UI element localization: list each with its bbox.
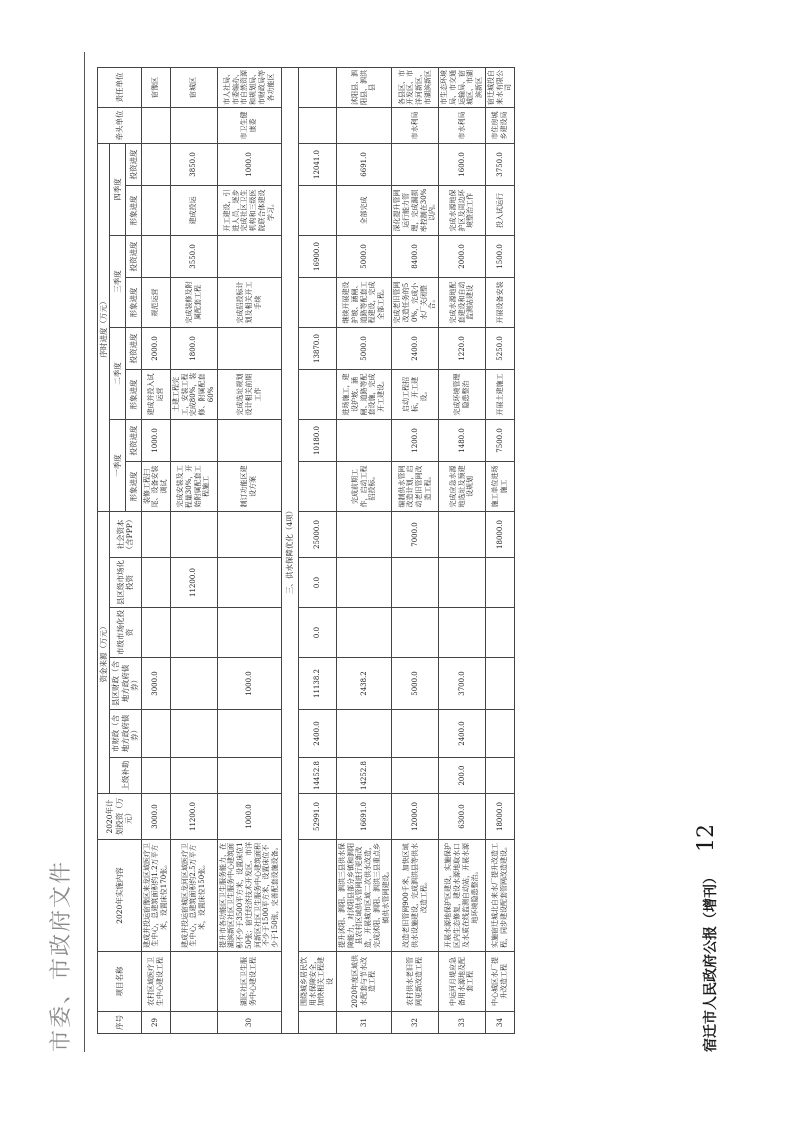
cell-f6 [170, 511, 217, 557]
cell-q1-img [298, 461, 336, 511]
cell-q4-img: 深化提升管网运行能力管理，完成漏损率控制在30%以内。 [392, 185, 439, 235]
cell-q4-inv: 1000.0 [217, 143, 281, 185]
cell-content: 改造老旧管网900千米，加快区域供水设施建设，完成泗洪县等供水改造工程。 [392, 840, 439, 952]
table-row [217, 67, 281, 1033]
cell-f5 [439, 558, 486, 608]
cell-q1-inv [217, 419, 281, 461]
cell-f4 [336, 608, 392, 658]
cell-content: 建成并投运宿城区龙河区域医疗卫生中心，总建筑面积约2.5万平方米，设置床位150张。 [170, 840, 217, 952]
cell-q3-inv: 8400.0 [392, 235, 439, 277]
cell-f2 [392, 710, 439, 758]
table-row [439, 67, 486, 1033]
cell-q2-inv [217, 327, 281, 369]
col-q1-inv: 投资进度 [125, 419, 141, 461]
cell-q3-inv: 5000.0 [336, 235, 392, 277]
cell-q4-inv: 6691.0 [336, 143, 392, 185]
cell-name: 中运河月堤应急备用水源地及配套工程 [439, 952, 486, 1012]
cell-q1-img: 完成应急水源地选址及预建设规划 [439, 461, 486, 511]
cell-f4 [141, 608, 170, 658]
cell-q2-img: 开展土建施工 [485, 369, 514, 419]
cell-q2-inv: 1220.0 [439, 327, 486, 369]
cell-q4-img: 开工建设，引进人员，逐步完成社区卫生机构和三级医院联合体建设学习。 [217, 185, 281, 235]
cell-q2-img: 进场施工，建设护坡、涵闸、道路等配套设施，完成开工建设。 [336, 369, 392, 419]
cell-total: 11200.0 [170, 794, 217, 840]
cell-q3-inv [217, 235, 281, 277]
col-q2: 二季度 [110, 327, 126, 419]
cell-total: 12000.0 [392, 794, 439, 840]
section-row [281, 67, 298, 1033]
cell-seq: 29 [141, 1012, 170, 1034]
cell-resp: 市生态环境局、市交通运输局、宿城区、市湖滨新区 [439, 67, 486, 107]
cell-resp: 宿迁城投自来水有限公司 [485, 67, 514, 107]
cell-content: 实施宿迁城北自来水厂提升改造工程，同步建设配套管网改造建设。 [485, 840, 514, 952]
col-q4-img: 形象进度 [125, 185, 141, 235]
cell-f4 [170, 608, 217, 658]
cell-f4 [217, 608, 281, 658]
cell-q2-inv: 13870.0 [298, 327, 336, 369]
cell-q4-img [298, 185, 336, 235]
page-number: 12 [694, 824, 719, 852]
cell-f3 [485, 658, 514, 710]
cell-f6 [217, 511, 281, 557]
cell-q4-inv: 3750.0 [485, 143, 514, 185]
footer-title: 宿迁市人民政府公报（增刊） [703, 870, 719, 1052]
cell-f3: 3000.0 [141, 658, 170, 710]
cell-q4-img: 全部完成 [336, 185, 392, 235]
cell-f4 [392, 608, 439, 658]
cell-q1-inv: 10180.0 [298, 419, 336, 461]
header-rule [84, 52, 85, 1052]
table-row [336, 67, 392, 1033]
cell-resp: 市人社局、市委编办、市自然资源和规划局、市财政局等各功能区 [217, 67, 281, 107]
cell-f4 [439, 608, 486, 658]
cell-q3-img: 完成招投标计划及相关开工手续 [217, 277, 281, 327]
col-name: 项目名称 [98, 952, 142, 1012]
cell-f2: 2400.0 [439, 710, 486, 758]
table-body [141, 67, 515, 1033]
cell-q4-img: 完成水源地保护区及周边环境整治工作 [439, 185, 486, 235]
table-row [298, 67, 336, 1033]
cell-q3-img: 开展设备安装 [485, 277, 514, 327]
cell-resp: 宿豫区 [141, 67, 170, 107]
cell-q3-inv: 16900.0 [298, 235, 336, 277]
cell-content [298, 840, 336, 952]
cell-lead: 市水利局 [392, 107, 439, 143]
cell-f5 [485, 558, 514, 608]
cell-total: 18000.0 [485, 794, 514, 840]
cell-resp: 沭阳县、泗阳县、泗洪县 [336, 67, 392, 107]
cell-q2-img: 土建工程完工，安装工程完成80%，装修、附属配套60% [170, 369, 217, 419]
col-f2: 市财政（含地方政府债券） [110, 710, 141, 758]
col-q3-img: 形象进度 [125, 277, 141, 327]
cell-total: 16691.0 [336, 794, 392, 840]
cell-q4-img: 投入试运行 [485, 185, 514, 235]
cell-f3: 3700.0 [439, 658, 486, 710]
cell-q2-img [298, 369, 336, 419]
cell-q3-img: 完成装修及附属配套工程 [170, 277, 217, 327]
cell-f5 [392, 558, 439, 608]
cell-lead: 市水利局 [439, 107, 486, 143]
col-q2-img: 形象进度 [125, 369, 141, 419]
cell-total: 3000.0 [141, 794, 170, 840]
cell-f5 [141, 558, 170, 608]
cell-content: 建成并投运宿豫区来龙区域医疗卫生中心，总建筑面积约1.2万平方米，设置床位170张。 [141, 840, 170, 952]
cell-f1 [485, 758, 514, 794]
cell-q4-inv [141, 143, 170, 185]
cell-f3: 5000.0 [392, 658, 439, 710]
col-q1: 一季度 [110, 419, 126, 511]
cell-f4: 0.0 [298, 608, 336, 658]
cell-q2-img: 建成并投入试运营 [141, 369, 170, 419]
cell-name: 围绕城乡居民饮用水保障安全，加快相关工程建设 [298, 952, 336, 1012]
cell-content: 提升沭阳、泗阳、泗洪三县供水保障能力，对沭阳县部分乡镇和泗阳县农村区域供水管网进行更新改造，开展城市区域二次供水改造，完成沭阳、泗阳、泗洪三县重点乡镇供水管网建设。 [336, 840, 392, 952]
col-f3: 县区财政（含地方政府债券） [110, 658, 141, 710]
col-q3-inv: 投资进度 [125, 235, 141, 277]
cell-q4-img: 建成投运 [170, 185, 217, 235]
cell-resp [298, 67, 336, 107]
cell-f2 [141, 710, 170, 758]
cell-q4-inv: 3850.0 [170, 143, 217, 185]
cell-f1 [141, 758, 170, 794]
cell-q1-img: 装修工程扫尾、设备安装调试 [141, 461, 170, 511]
cell-f2 [485, 710, 514, 758]
cell-name: 农村区域医疗卫生中心建设工程 [141, 952, 170, 1012]
cell-f1: 14252.8 [336, 758, 392, 794]
cell-q1-img: 制订功能区建设方案 [217, 461, 281, 511]
col-content: 2020年实施内容 [98, 840, 142, 952]
cell-f6: 18000.0 [485, 511, 514, 557]
cell-total: 6300.0 [439, 794, 486, 840]
table-row [485, 67, 514, 1033]
cell-seq: 33 [439, 1012, 486, 1034]
cell-q2-inv: 2400.0 [392, 327, 439, 369]
cell-q2-inv: 5000.0 [336, 327, 392, 369]
cell-lead [141, 107, 170, 143]
cell-name [170, 952, 217, 1012]
cell-q1-img: 完成前期工作，启动工程招投标。 [336, 461, 392, 511]
cell-f3: 1000.0 [217, 658, 281, 710]
cell-q1-inv [170, 419, 217, 461]
cell-f6: 7000.0 [392, 511, 439, 557]
cell-f4 [485, 608, 514, 658]
cell-q3-img: 继续开展建设护坡、涵闸、道路等配套工程建设，完成全部工程。 [336, 277, 392, 327]
cell-total: 1000.0 [217, 794, 281, 840]
cell-f1 [392, 758, 439, 794]
cell-lead: 市卫生健康委 [217, 107, 281, 143]
cell-lead [170, 107, 217, 143]
cell-f3 [170, 658, 217, 710]
cell-f5: 0.0 [298, 558, 336, 608]
col-q3: 三季度 [110, 235, 126, 327]
cell-seq: 31 [336, 1012, 392, 1034]
header-row-1 [98, 67, 110, 1033]
cell-q2-inv: 2000.0 [141, 327, 170, 369]
cell-resp: 各县区、市开发区、市洋河新区、市湖滨新区 [392, 67, 439, 107]
table-row [392, 67, 439, 1033]
cell-f6 [336, 511, 392, 557]
cell-f2 [336, 710, 392, 758]
cell-q1-inv: 7500.0 [485, 419, 514, 461]
cell-lead [298, 107, 336, 143]
cell-q3-inv: 2000.0 [439, 235, 486, 277]
col-progress-group: 序时进度（万元） [98, 143, 110, 511]
cell-q3-img: 完成水源地配套建设和自动监测站建设 [439, 277, 486, 327]
cell-name: 农村供水老旧管网更新改造工程 [392, 952, 439, 1012]
cell-q4-inv: 1600.0 [439, 143, 486, 185]
cell-q4-inv [392, 143, 439, 185]
cell-f1 [217, 758, 281, 794]
cell-f3: 2438.2 [336, 658, 392, 710]
cell-content: 开展水源地保护区建设，实施保护区内生态修复，建设水源地取水口及水质在线监测自动站，开展水源地环境隐患整治。 [439, 840, 486, 952]
cell-q2-img: 完成选址规划设计相关前期工作 [217, 369, 281, 419]
page-header [44, 52, 104, 1052]
col-f4: 市级市场化投资 [110, 608, 141, 658]
cell-total: 52991.0 [298, 794, 336, 840]
cell-q4-img [141, 185, 170, 235]
cell-f6 [141, 511, 170, 557]
cell-q1-inv: 1000.0 [141, 419, 170, 461]
cell-seq: 30 [217, 1012, 281, 1034]
header-left-text: 市委、市政府文件 [49, 859, 74, 1052]
cell-seq [170, 1012, 217, 1034]
col-q1-img: 形象进度 [125, 461, 141, 511]
cell-q3-inv: 1500.0 [485, 235, 514, 277]
cell-q4-inv: 12041.0 [298, 143, 336, 185]
cell-q3-img: 规范运营 [141, 277, 170, 327]
project-table [97, 67, 515, 1034]
cell-q2-inv: 5250.0 [485, 327, 514, 369]
col-resp: 责任单位 [98, 67, 142, 107]
col-q4: 四季度 [110, 143, 126, 235]
cell-f6: 25000.0 [298, 511, 336, 557]
cell-content: 提升市各功能区卫生服务能力，在湖滨新区社区卫生服务中心建筑面积不少于3500平方米，设置床位150张；宿迁经济技术开发区、市洋河新区社区卫生服务中心建筑面积不少于1500平方米，设置床位不少于150张，完善配套设施设备。 [217, 840, 281, 952]
cell-f1: 14452.8 [298, 758, 336, 794]
cell-f1 [170, 758, 217, 794]
cell-seq: 32 [392, 1012, 439, 1034]
cell-resp: 宿城区 [170, 67, 217, 107]
cell-q1-inv: 1480.0 [439, 419, 486, 461]
cell-f2: 2400.0 [298, 710, 336, 758]
col-f6: 社会资本（含PPP） [110, 511, 141, 557]
table-row [170, 67, 217, 1033]
cell-q3-img: 完成老旧管网改造任务的50%，完成小水厂关闭整合。 [392, 277, 439, 327]
col-seq: 序号 [98, 1012, 142, 1034]
cell-q2-img: 启动工程招标，开工建设。 [392, 369, 439, 419]
col-lead: 牵头单位 [98, 107, 142, 143]
cell-q2-inv: 1800.0 [170, 327, 217, 369]
cell-name: 中心城区水厂提升改造工程 [485, 952, 514, 1012]
cell-lead: 市住房城乡建设局 [485, 107, 514, 143]
col-funding-group: 资金来源（万元） [98, 511, 110, 793]
col-q2-inv: 投资进度 [125, 327, 141, 369]
cell-f5 [217, 558, 281, 608]
cell-seq [298, 1012, 336, 1034]
cell-f2 [170, 710, 217, 758]
table-row [141, 67, 170, 1033]
cell-f5: 11200.0 [170, 558, 217, 608]
cell-seq: 34 [485, 1012, 514, 1034]
cell-f3: 11138.2 [298, 658, 336, 710]
cell-f2 [217, 710, 281, 758]
cell-q1-inv: 1200.0 [392, 419, 439, 461]
cell-name: 湖区社区卫生服务中心建设工程 [217, 952, 281, 1012]
cell-f1: 200.0 [439, 758, 486, 794]
cell-q1-inv [336, 419, 392, 461]
cell-q1-img: 编制供水管网改造计划，启动老旧管网改造工程。 [392, 461, 439, 511]
cell-f5 [336, 558, 392, 608]
cell-q3-img [298, 277, 336, 327]
col-total: 2020年计划投资（万元） [98, 794, 142, 840]
cell-q3-inv [141, 235, 170, 277]
section-title: 三、供水保障优化（4项） [281, 67, 298, 1033]
cell-q1-img: 施工单位进场施工 [485, 461, 514, 511]
col-f1: 上级补助 [110, 758, 141, 794]
cell-q1-img: 完成安装及工程量30%，开始附属配套工程施工 [170, 461, 217, 511]
cell-q3-inv: 3550.0 [170, 235, 217, 277]
col-f5: 县区级市场化投资 [110, 558, 141, 608]
cell-lead [336, 107, 392, 143]
col-q4-inv: 投资进度 [125, 143, 141, 185]
cell-f6 [439, 511, 486, 557]
cell-name: 2020年度区域供水配套与节水改造工程 [336, 952, 392, 1012]
cell-q2-img: 完成环境管理隐患整治 [439, 369, 486, 419]
